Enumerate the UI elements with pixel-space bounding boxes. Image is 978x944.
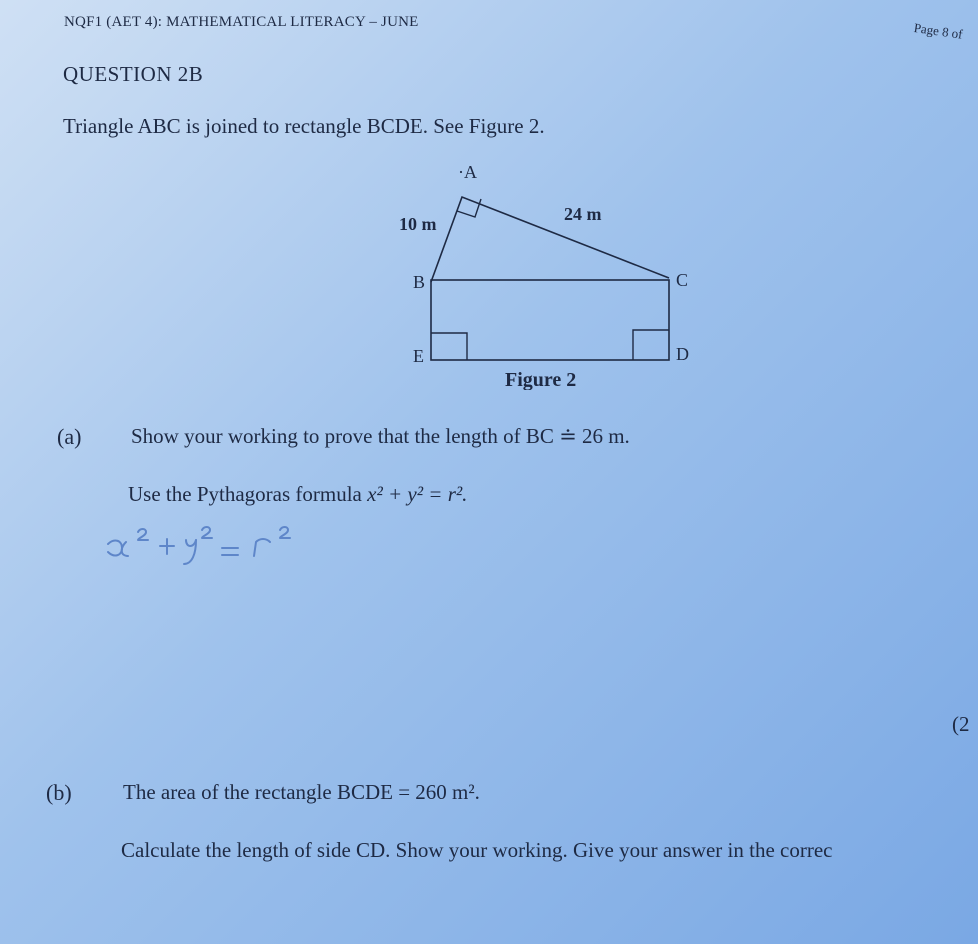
question-title: QUESTION 2B xyxy=(63,62,204,86)
handwritten-strokes xyxy=(104,524,324,568)
part-a-formula-line xyxy=(128,482,467,507)
label-c: C xyxy=(676,270,689,290)
label-d: D xyxy=(676,344,689,364)
part-a-marks: (2 xyxy=(952,712,970,736)
right-angle-d xyxy=(633,330,669,360)
label-e: E xyxy=(413,346,424,366)
handwritten-answer xyxy=(104,524,324,573)
label-b: B xyxy=(413,272,426,292)
figure-caption: Figure 2 xyxy=(505,369,577,390)
triangle-abc xyxy=(431,197,669,282)
page-header: NQF1 (AET 4): MATHEMATICAL LITERACY – JUNE xyxy=(64,14,419,30)
label-side-ac: 24 m xyxy=(564,204,602,224)
label-a: ·A xyxy=(458,162,477,182)
figure-diagram xyxy=(380,150,720,390)
right-angle-e xyxy=(431,333,467,360)
page-number: Page 8 of xyxy=(912,20,964,42)
part-a-text: Show your working to prove that the length of BC ≐ 26 m. xyxy=(131,424,630,448)
part-a-label: (a) xyxy=(57,424,82,449)
part-a-formula: x² + y² = r². xyxy=(367,482,468,506)
figure-2 xyxy=(380,150,720,390)
part-b-label: (b) xyxy=(46,780,72,805)
label-side-ab: 10 m xyxy=(399,214,437,234)
part-a-formula-prefix: Use the Pythagoras formula xyxy=(128,482,368,506)
question-intro: Triangle ABC is joined to rectangle BCDE. See Figure 2. xyxy=(63,114,545,138)
part-b-instruction: Calculate the length of side CD. Show your working. Give your answer in the correc xyxy=(121,838,833,862)
part-b-text: The area of the rectangle BCDE = 260 m². xyxy=(123,780,480,804)
